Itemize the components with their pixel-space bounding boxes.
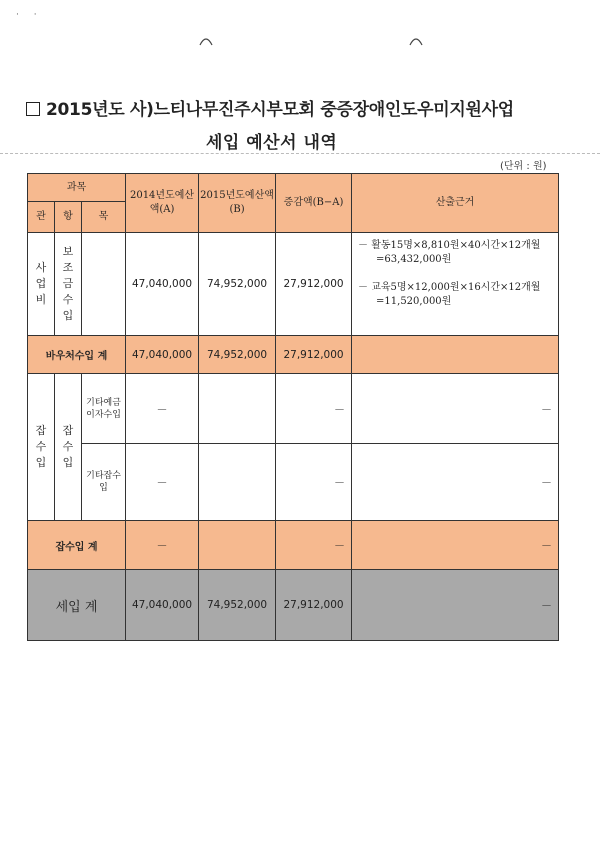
header-category: 과목 (28, 174, 126, 202)
misc-total-2014: － (126, 521, 199, 570)
other-misc-change: － (276, 444, 352, 521)
scan-speck: · · (16, 10, 43, 20)
gwan-business-cost: 사 업 비 (28, 233, 55, 336)
header-mok: 목 (82, 202, 126, 233)
document-subtitle: 세입 예산서 내역 (206, 133, 338, 153)
unit-note: (단위 : 원) (500, 161, 547, 172)
header-gwan: 관 (28, 202, 55, 233)
header-basis: 산출근거 (352, 174, 559, 233)
voucher-total-basis (352, 336, 559, 374)
misc-total-2015 (199, 521, 276, 570)
grand-total-label: 세입 계 (28, 570, 126, 641)
punch-hole-mark (199, 36, 213, 46)
misc-total-label: 잡수입 계 (28, 521, 126, 570)
divider (0, 153, 600, 154)
header-change: 증감액(B−A) (276, 174, 352, 233)
table-row (28, 444, 559, 521)
voucher-total-2015: 74,952,000 (199, 336, 276, 374)
document-title (26, 95, 514, 120)
header-budget-2014: 2014년도예산액(A) (126, 174, 199, 233)
grand-total-basis: － (352, 570, 559, 641)
deposit-interest-2014: － (126, 374, 199, 444)
misc-total-change: － (276, 521, 352, 570)
title-line-1: 2015년도 사)느티나무진주시부모회 중증장애인도우미지원사업 (46, 100, 514, 120)
punch-hole-mark (409, 36, 423, 46)
other-misc-2015 (199, 444, 276, 521)
other-misc-2014: － (126, 444, 199, 521)
mok-empty (82, 233, 126, 336)
header-hang: 항 (55, 202, 82, 233)
subsidy-change: 27,912,000 (276, 233, 352, 336)
gwan-misc-income: 잡 수 입 (28, 374, 55, 521)
revenue-budget-table (27, 173, 559, 641)
subsidy-budget-2015: 74,952,000 (199, 233, 276, 336)
hang-subsidy-income: 보 조 금 수 입 (55, 233, 82, 336)
subsidy-basis: － 활동15명×8,810원×40시간×12개월 =63,432,000원 － 교육5명×12,000원×16시간×12개월 =11,520,000원 (352, 233, 559, 336)
deposit-interest-change: － (276, 374, 352, 444)
mok-other-misc: 기타잡수입 (82, 444, 126, 521)
table-row (28, 233, 559, 336)
grand-total-2014: 47,040,000 (126, 570, 199, 641)
subsidy-budget-2014: 47,040,000 (126, 233, 199, 336)
other-misc-basis: － (352, 444, 559, 521)
table-row (28, 374, 559, 444)
voucher-total-2014: 47,040,000 (126, 336, 199, 374)
misc-total-basis: － (352, 521, 559, 570)
deposit-interest-2015 (199, 374, 276, 444)
deposit-interest-basis: － (352, 374, 559, 444)
voucher-total-change: 27,912,000 (276, 336, 352, 374)
table-row (28, 570, 559, 641)
hang-misc-income: 잡 수 입 (55, 374, 82, 521)
checkbox-square-icon (26, 102, 40, 116)
header-budget-2015: 2015년도예산액(B) (199, 174, 276, 233)
grand-total-2015: 74,952,000 (199, 570, 276, 641)
mok-deposit-interest: 기타예금이자수입 (82, 374, 126, 444)
table-row (28, 336, 559, 374)
grand-total-change: 27,912,000 (276, 570, 352, 641)
voucher-total-label: 바우처수입 계 (28, 336, 126, 374)
table-row (28, 521, 559, 570)
